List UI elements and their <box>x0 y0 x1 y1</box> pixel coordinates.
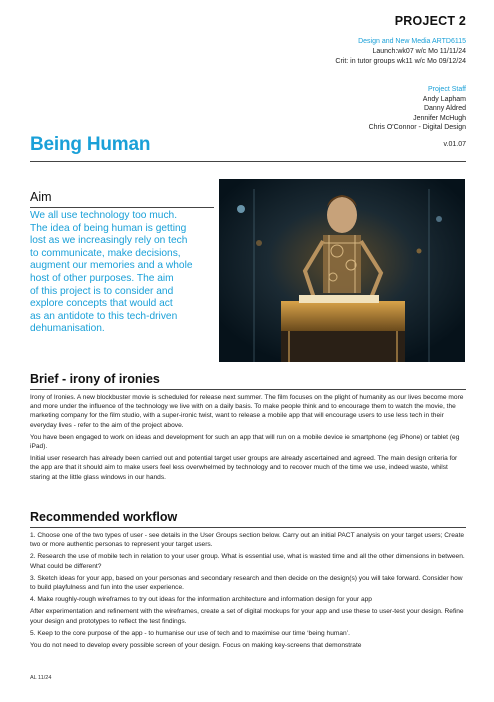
aim-text <box>30 210 214 336</box>
crit-date: Crit: in tutor groups wk11 w/c Mo 09/12/24 <box>335 57 466 65</box>
page-title: Being Human <box>30 134 151 155</box>
staff-member: Andy Lapham <box>422 95 466 103</box>
brief-heading: Brief - irony of ironies <box>30 372 160 386</box>
staff-member: Danny Aldred <box>423 105 466 112</box>
workflow-item: You do not need to develop every possible screen of your design. Focus on making key-screens that demonstrate <box>30 642 362 650</box>
aim-line: augment our memories and a whole <box>30 260 193 272</box>
course-code: Design and New Media ARTD6115 <box>358 38 466 45</box>
launch-date: Launch:wk07 w/c Mo 11/11/24 <box>372 48 466 55</box>
header-block <box>166 14 466 133</box>
aim-line: lost as we increasingly rely on tech <box>30 235 188 247</box>
brief-paragraph: Irony of Ironies. A new blockbuster movie is scheduled for release next summer. The film focuses on the plight of humanity as our lives become more and more under the influence of the technology we live with on a daily basis. To make people think and to encourage them to watch the movie, the marketing company for the film studio, with a super-ironic twist, want to release a mobile app that will encourage users to use less tech in their everyday lives - refer to the aim of the project above. <box>30 394 464 429</box>
workflow-item: 2. Research the use of mobile tech in relation to your user group. What is essential use, what is wasted time and all the other dimensions in between. What could be different? <box>30 553 465 570</box>
aim-divider <box>30 207 214 208</box>
workflow-item: 3. Sketch ideas for your app, based on your personas and secondary research and then decide on the design(s) you will take forward. Consider how to build playfulness and fun into the user experience. <box>30 574 463 592</box>
workflow-item: 5. Keep to the core purpose of the app - to humanise our use of tech and to maximise our time ‘being human’. <box>30 629 350 637</box>
staff-member: Chris O'Connor - Digital Design <box>368 124 466 131</box>
aim-line: explore concepts that would act <box>30 298 173 310</box>
workflow-item: After experimentation and refinement with the wireframes, create a set of digital mockups for your app and use these to user-test your design. Refine your design and prototypes to reflect the test findings. <box>30 608 464 625</box>
footer-code: AL 11/24 <box>30 675 52 681</box>
staff-member: Jennifer McHugh <box>413 114 466 122</box>
version-label: v.01.07 <box>443 141 466 148</box>
aim-line: host of other purposes. The aim <box>30 272 174 284</box>
aim-line: as an antidote to this tech-driven <box>30 310 178 322</box>
aim-line: The idea of being human is getting <box>30 222 187 234</box>
workflow-item: 1. Choose one of the two types of user - see details in the User Groups section below. Carry out an initial PACT analysis on your target users; Create two or more authentic personas to represent your target users. <box>30 532 465 549</box>
title-divider <box>30 161 466 162</box>
brief-paragraph: You have been engaged to work on ideas and development for such an app that will run on a mobile device ie smartphone (eg iPhone) or tablet (eg iPad). <box>30 433 460 451</box>
staff-heading: Project Staff <box>427 86 466 93</box>
aim-line: to communicate, make decisions, <box>30 247 181 259</box>
automaton-photo <box>219 179 465 362</box>
workflow-heading: Recommended workflow <box>30 510 178 524</box>
workflow-list <box>30 531 466 653</box>
workflow-item: 4. Make roughly-rough wireframes to try out ideas for the information architecture and information design for your app <box>30 596 372 604</box>
workflow-divider <box>30 527 466 528</box>
brief-text <box>30 393 466 485</box>
project-number: PROJECT 2 <box>394 14 466 28</box>
brief-paragraph: Initial user research has already been carried out and potential target user groups are already ascertained and agreed. The main design criteria for the app are that it should aim to make users feel less overwhelmed by technology and to recover much of the time we use, indeed waste, whilst staring at the little glass windows in our hands. <box>30 455 458 481</box>
aim-heading: Aim <box>30 190 52 204</box>
aim-line: We all use technology too much. <box>30 210 178 221</box>
aim-line: of this project is to consider and <box>30 285 174 297</box>
aim-line: dehumanisation. <box>30 323 105 335</box>
brief-divider <box>30 389 466 390</box>
